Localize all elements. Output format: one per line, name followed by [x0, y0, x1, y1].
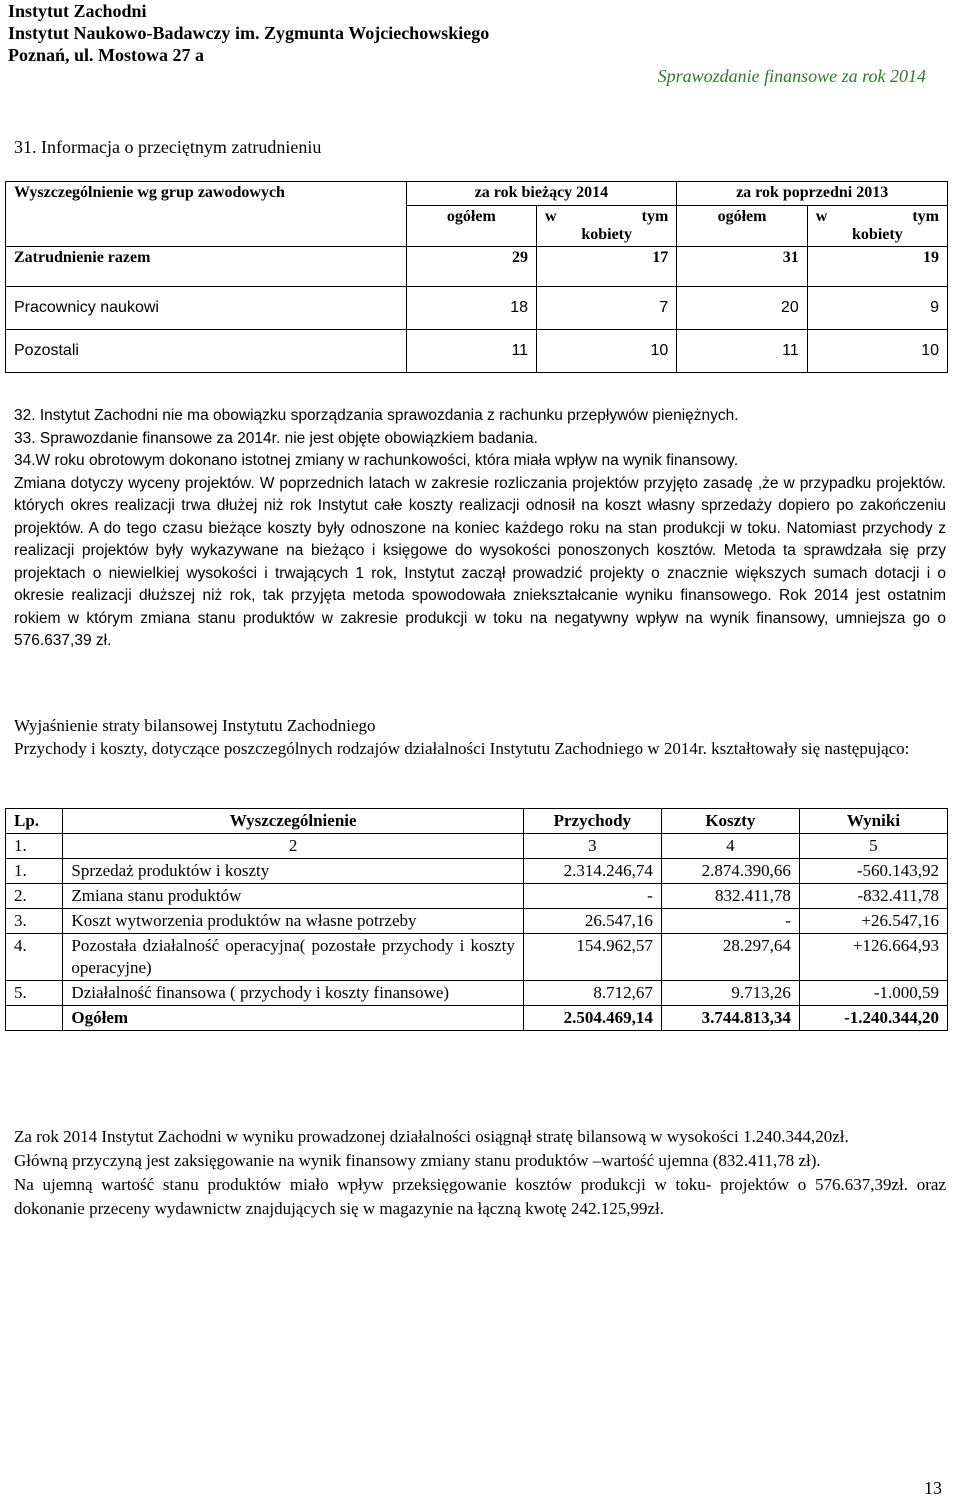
institute-name: Instytut Zachodni: [8, 1, 147, 21]
summary-p3: Na ujemną wartość stanu produktów miało wpływ przeksięgowanie kosztów produkcji w toku- projektów o 576.637,39zł. oraz dokonanie przeceny wydawnictw znajdujących się w magazynie na łączną kwotę 242.125,99zł.: [14, 1175, 946, 1218]
explanation-title: Wyjaśnienie straty bilansowej Instytutu Zachodniego: [14, 716, 376, 735]
employment-table: [5, 181, 948, 373]
note-32: 32. Instytut Zachodni nie ma obowiązku sporządzania sprawozdania z rachunku przepływów pieniężnych.: [14, 407, 739, 424]
section-31-title: 31. Informacja o przeciętnym zatrudnieniu: [14, 137, 322, 157]
cell: 2.874.390,66: [661, 859, 799, 884]
cell: -1.240.344,20: [799, 1006, 947, 1031]
cell: 4.: [6, 934, 63, 981]
cell: 18: [406, 287, 536, 330]
cell: 9: [807, 287, 947, 330]
explanation-intro: Przychody i koszty, dotyczące poszczególnych rodzajów działalności Instytutu Zachodniego w 2014r. kształtowały się następująco:: [14, 739, 910, 758]
cell: 19: [807, 247, 947, 287]
summary-block: [14, 1125, 946, 1221]
table-row: [6, 287, 948, 330]
cell: 29: [406, 247, 536, 287]
cell: Sprzedaż produktów i koszty: [63, 859, 523, 884]
cell: 11: [677, 330, 807, 373]
row-label: Pracownicy naukowi: [6, 287, 407, 330]
cell: -560.143,92: [799, 859, 947, 884]
cell: 832.411,78: [661, 884, 799, 909]
cell: 11: [406, 330, 536, 373]
cell: 5.: [6, 981, 63, 1006]
cell: +126.664,93: [799, 934, 947, 981]
row-label: Zatrudnienie razem: [6, 247, 407, 287]
cell: 5: [799, 834, 947, 859]
col-header: Wyszczególnienie: [63, 809, 523, 834]
cell: -: [661, 909, 799, 934]
cell: 10: [807, 330, 947, 373]
cell: 10: [537, 330, 677, 373]
cell: 1.: [6, 834, 63, 859]
summary-p1: Za rok 2014 Instytut Zachodni w wyniku prowadzonej działalności osiągnął stratę bilansową w wysokości 1.240.344,20zł.: [14, 1127, 849, 1146]
prev-total-header: ogółem: [677, 206, 807, 247]
table-row: [6, 247, 948, 287]
current-year-header: za rok bieżący 2014: [406, 182, 677, 206]
summary-p2: Główną przyczyną jest zaksięgowanie na wynik finansowy zmiany stanu produktów –wartość ujemna (832.411,78 zł).: [14, 1151, 821, 1170]
cell: 31: [677, 247, 807, 287]
cell: 7: [537, 287, 677, 330]
table-row: [6, 884, 948, 909]
table-row: [6, 330, 948, 373]
cell: Pozostała działalność operacyjna( pozostałe przychody i koszty operacyjne): [63, 934, 523, 981]
financial-table: [5, 808, 948, 1031]
note-33: 33. Sprawozdanie finansowe za 2014r. nie jest objęte obowiązkiem badania.: [14, 429, 538, 447]
group-header: Wyszczególnienie wg grup zawodowych: [6, 182, 407, 247]
cell: 1.: [6, 859, 63, 884]
cell: 2.314.246,74: [523, 859, 661, 884]
col-header: Wyniki: [799, 809, 947, 834]
cur-women-header: w tym kobiety: [537, 206, 677, 247]
explanation-block: [14, 714, 946, 760]
notes-block: [14, 405, 946, 653]
note-34-body: Zmiana dotyczy wyceny projektów. W poprzednich latach w zakresie rozliczania projektów przyjęto zasadę ,że w przypadku projektów. których okres realizacji trwa dłużej niż rok Instytut całe koszty realizacji odnosił na koszt własny sprzedaży dopiero po zakończeniu projektów. A do tego czasu bieżące koszty były odnoszone na koniec każdego roku na stan produkcji w toku. Natomiast przychody z realizacji projektów były wykazywane na bieżąco i księgowe do wysokości ponoszonych kosztów. Metoda ta sprawdzała się przy projektach o niewielkiej wysokości i trwających 1 rok, Instytut zaczął prowadzić projekty o znacznie większych sumach dotacji i o okresie realizacji dłuższej niż rok, tak przyjęta metoda spowodowała zniekształcanie wyniku finansowego. Rok 2014 jest ostatnim rokiem w którym zmiana stanu produktów w zakresie produkcji w toku na negatywny wpływ na wynik finansowy, umniejsza go o 576.637,39 zł.: [14, 474, 946, 649]
table-row: [6, 981, 948, 1006]
cell: -1.000,59: [799, 981, 947, 1006]
total-row: [6, 1006, 948, 1031]
cell: 2.: [6, 884, 63, 909]
table-row: [6, 909, 948, 934]
cell: 2: [63, 834, 523, 859]
cell: Działalność finansowa ( przychody i koszty finansowe): [63, 981, 523, 1006]
cell: 4: [661, 834, 799, 859]
cell: Ogółem: [63, 1006, 523, 1031]
report-title: Sprawozdanie finansowe za rok 2014: [657, 66, 926, 86]
cell: -: [523, 884, 661, 909]
cell: 26.547,16: [523, 909, 661, 934]
cell: 17: [537, 247, 677, 287]
cell: Zmiana stanu produktów: [63, 884, 523, 909]
cell: 9.713,26: [661, 981, 799, 1006]
cell: 28.297,64: [661, 934, 799, 981]
cell: 20: [677, 287, 807, 330]
cell: 3.744.813,34: [661, 1006, 799, 1031]
cell: +26.547,16: [799, 909, 947, 934]
col-header: Przychody: [523, 809, 661, 834]
cell: 2.504.469,14: [523, 1006, 661, 1031]
note-34: 34.W roku obrotowym dokonano istotnej zmiany w rachunkowości, która miała wpływ na wynik finansowy.: [14, 452, 739, 469]
institute-full-name: Instytut Naukowo-Badawczy im. Zygmunta Wojciechowskiego: [8, 23, 490, 43]
cell: 3: [523, 834, 661, 859]
cell: 3.: [6, 909, 63, 934]
page-number: 13: [924, 1478, 942, 1498]
cell: 8.712,67: [523, 981, 661, 1006]
cell: [6, 1006, 63, 1031]
table-row: [6, 859, 948, 884]
row-label: Pozostali: [6, 330, 407, 373]
institute-address: Poznań, ul. Mostowa 27 a: [8, 45, 205, 65]
prev-women-header: w tym kobiety: [807, 206, 947, 247]
col-header: Lp.: [6, 809, 63, 834]
cur-total-header: ogółem: [406, 206, 536, 247]
previous-year-header: za rok poprzedni 2013: [677, 182, 948, 206]
col-header: Koszty: [661, 809, 799, 834]
cell: 154.962,57: [523, 934, 661, 981]
table-row: [6, 934, 948, 981]
cell: Koszt wytworzenia produktów na własne potrzeby: [63, 909, 523, 934]
numbering-row: [6, 834, 948, 859]
cell: -832.411,78: [799, 884, 947, 909]
